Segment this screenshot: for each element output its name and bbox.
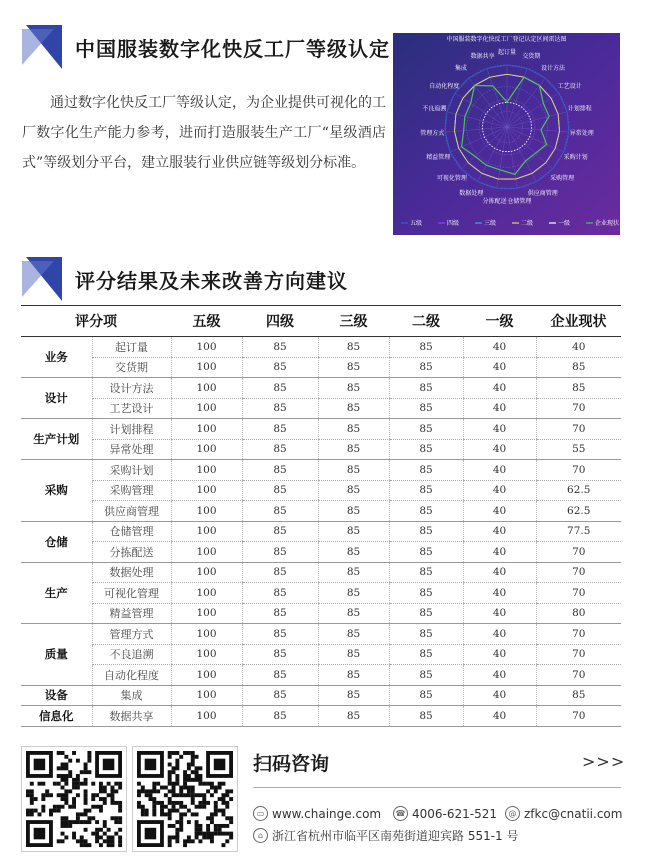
email-line [505, 806, 622, 821]
radar-axis-label: 交货期 [522, 53, 541, 61]
item-cell: 异常处理 [92, 439, 171, 460]
email-link[interactable]: zfkc@cnatii.com [524, 806, 623, 821]
score-cell: 85 [318, 542, 389, 563]
score-cell: 85 [318, 439, 389, 460]
table-row [21, 439, 621, 460]
item-cell: 可视化管理 [92, 583, 171, 604]
table-row [21, 398, 621, 419]
score-cell: 85 [318, 603, 389, 624]
mail-icon: @ [505, 806, 520, 821]
table-row [21, 460, 621, 481]
address-text: 浙江省杭州市临平区南苑街道迎宾路 551-1 号 [272, 829, 519, 843]
qr-code [21, 746, 127, 852]
score-cell: 85 [242, 603, 318, 624]
item-cell: 管理方式 [92, 624, 171, 645]
item-cell: 自动化程度 [92, 665, 171, 686]
table-row [21, 542, 621, 563]
radar-axis-label: 数据处理 [459, 189, 484, 197]
table-row [21, 357, 621, 378]
score-cell: 100 [171, 337, 242, 358]
score-cell: 100 [171, 419, 242, 440]
item-cell: 交货期 [92, 357, 171, 378]
score-cell: 85 [242, 480, 318, 501]
table-row [21, 562, 621, 583]
score-cell: 85 [242, 644, 318, 665]
score-cell: 85 [389, 337, 463, 358]
radar-axis-label: 采购计划 [563, 154, 588, 162]
score-cell: 85 [242, 685, 318, 706]
score-cell: 85 [318, 419, 389, 440]
score-cell: 85 [318, 583, 389, 604]
score-cell: 40 [463, 480, 536, 501]
table-row [21, 419, 621, 440]
score-cell: 85 [389, 460, 463, 481]
score-cell: 40 [463, 542, 536, 563]
score-cell: 85 [389, 665, 463, 686]
score-cell: 70 [536, 419, 621, 440]
score-cell: 70 [536, 398, 621, 419]
score-cell: 85 [242, 501, 318, 522]
score-cell: 100 [171, 562, 242, 583]
qr-code [132, 746, 238, 852]
score-cell: 40 [463, 603, 536, 624]
category-cell: 设计 [21, 378, 92, 419]
score-cell: 85 [318, 521, 389, 542]
table-row [21, 501, 621, 522]
score-cell: 62.5 [536, 480, 621, 501]
score-cell: 85 [389, 521, 463, 542]
section-title-results: 评分结果及未来改善方向建议 [75, 269, 348, 293]
score-cell: 85 [318, 624, 389, 645]
item-cell: 集成 [92, 685, 171, 706]
score-cell: 85 [242, 583, 318, 604]
category-cell: 质量 [21, 624, 92, 686]
score-cell: 40 [463, 501, 536, 522]
category-cell: 生产计划 [21, 419, 92, 460]
score-cell: 100 [171, 603, 242, 624]
score-cell: 85 [318, 480, 389, 501]
category-cell: 生产 [21, 562, 92, 624]
score-cell: 85 [389, 398, 463, 419]
legend-label: 四级 [447, 220, 460, 227]
section-flag-icon [22, 257, 62, 301]
section-flag-icon [22, 25, 62, 69]
score-cell: 100 [171, 644, 242, 665]
score-cell: 77.5 [536, 521, 621, 542]
score-cell: 100 [171, 521, 242, 542]
score-cell: 70 [536, 644, 621, 665]
category-cell: 设备 [21, 685, 92, 706]
score-cell: 100 [171, 439, 242, 460]
score-cell: 70 [536, 624, 621, 645]
score-cell: 85 [536, 685, 621, 706]
score-cell: 40 [463, 337, 536, 358]
score-table [21, 305, 621, 727]
score-cell: 70 [536, 460, 621, 481]
item-cell: 分拣配送 [92, 542, 171, 563]
category-cell: 业务 [21, 337, 92, 378]
category-cell: 采购 [21, 460, 92, 522]
score-cell: 85 [318, 501, 389, 522]
score-cell: 85 [536, 378, 621, 399]
score-cell: 100 [171, 480, 242, 501]
item-cell: 采购计划 [92, 460, 171, 481]
score-cell: 40 [463, 583, 536, 604]
score-cell: 85 [389, 562, 463, 583]
item-cell: 仓储管理 [92, 521, 171, 542]
radar-axis-label: 不良追溯 [422, 105, 447, 113]
score-cell: 85 [242, 419, 318, 440]
header-current: 企业现状 [536, 306, 621, 337]
phone-number[interactable]: 4006-621-521 [412, 806, 498, 821]
category-cell: 信息化 [21, 706, 92, 727]
divider [253, 787, 621, 788]
score-cell: 85 [389, 685, 463, 706]
score-cell: 85 [318, 357, 389, 378]
legend-label: 三级 [484, 220, 497, 227]
intro-paragraph: 通过数字化快反工厂等级认定，为企业提供可视化的工厂数字化生产能力参考，进而打造服装生产工厂“星级酒店式”等级划分平台，建立服装行业供应链等级划分标准。 [22, 95, 386, 171]
score-cell: 100 [171, 357, 242, 378]
header-level-4: 四级 [242, 306, 318, 337]
table-row [21, 603, 621, 624]
score-cell: 85 [389, 583, 463, 604]
table-row [21, 685, 621, 706]
legend-label: 一级 [558, 220, 571, 227]
score-cell: 40 [463, 562, 536, 583]
score-cell: 40 [463, 624, 536, 645]
score-cell: 80 [536, 603, 621, 624]
score-cell: 100 [171, 542, 242, 563]
score-cell: 85 [242, 521, 318, 542]
table-row [21, 624, 621, 645]
table-row [21, 583, 621, 604]
score-cell: 100 [171, 624, 242, 645]
score-cell: 85 [389, 480, 463, 501]
score-cell: 85 [389, 419, 463, 440]
score-cell: 85 [242, 378, 318, 399]
score-cell: 85 [318, 665, 389, 686]
score-cell: 85 [389, 542, 463, 563]
contact-title: 扫码咨询 [253, 753, 330, 775]
location-icon: ⌂ [253, 828, 268, 843]
score-cell: 85 [318, 460, 389, 481]
score-cell: 85 [242, 337, 318, 358]
score-cell: 85 [389, 501, 463, 522]
radar-axis-label: 精益管理 [426, 154, 451, 162]
score-cell: 70 [536, 706, 621, 727]
radar-axis-label: 工艺设计 [557, 82, 582, 90]
radar-axis-label: 数据共享 [470, 53, 495, 61]
score-cell: 40 [463, 665, 536, 686]
website-link[interactable]: www.chainge.com [272, 806, 382, 821]
header-level-5: 五级 [171, 306, 242, 337]
legend-label: 企业现状 [595, 220, 620, 227]
score-cell: 100 [171, 706, 242, 727]
item-cell: 计划排程 [92, 419, 171, 440]
item-cell: 数据处理 [92, 562, 171, 583]
table-row [21, 706, 621, 727]
radar-axis-label: 集成 [454, 64, 467, 72]
radar-axis-label: 自动化程度 [429, 82, 460, 90]
phone-line [393, 806, 497, 821]
score-cell: 100 [171, 460, 242, 481]
score-cell: 85 [389, 439, 463, 460]
score-cell: 85 [389, 624, 463, 645]
radar-axis-label: 采购管理 [550, 174, 575, 182]
table-row [21, 480, 621, 501]
score-cell: 40 [463, 685, 536, 706]
score-cell: 85 [318, 562, 389, 583]
phone-icon: ☎ [393, 806, 408, 821]
score-cell: 85 [389, 603, 463, 624]
score-cell: 40 [536, 337, 621, 358]
score-cell: 100 [171, 398, 242, 419]
item-cell: 数据共享 [92, 706, 171, 727]
score-cell: 85 [389, 357, 463, 378]
score-cell: 100 [171, 378, 242, 399]
item-cell: 采购管理 [92, 480, 171, 501]
score-cell: 85 [318, 706, 389, 727]
score-cell: 85 [389, 706, 463, 727]
table-row [21, 644, 621, 665]
score-cell: 85 [242, 398, 318, 419]
item-cell: 设计方法 [92, 378, 171, 399]
radar-axis-label: 供应商管理 [527, 189, 558, 197]
score-cell: 100 [171, 665, 242, 686]
radar-axis-label: 管理方式 [420, 130, 445, 138]
radar-axis-label: 设计方法 [541, 64, 566, 72]
score-cell: 70 [536, 562, 621, 583]
score-cell: 85 [242, 665, 318, 686]
score-cell: 85 [536, 357, 621, 378]
score-cell: 85 [318, 398, 389, 419]
score-cell: 70 [536, 542, 621, 563]
radar-axis-label: 分拣配送 [482, 197, 507, 205]
score-cell: 100 [171, 583, 242, 604]
score-cell: 40 [463, 398, 536, 419]
section-title-certification: 中国服装数字化快反工厂等级认定 [75, 37, 390, 61]
score-cell: 85 [242, 439, 318, 460]
score-cell: 70 [536, 583, 621, 604]
monitor-icon: ▭ [253, 806, 268, 821]
table-row [21, 665, 621, 686]
score-cell: 55 [536, 439, 621, 460]
radar-axis-label: 计划排程 [567, 105, 592, 113]
radar-axis-label: 可视化管理 [436, 174, 467, 182]
score-cell: 40 [463, 644, 536, 665]
radar-axis-label: 起订量 [497, 49, 517, 56]
arrows-icon: >>> [582, 752, 626, 771]
item-cell: 不良追溯 [92, 644, 171, 665]
score-cell: 100 [171, 685, 242, 706]
score-cell: 40 [463, 419, 536, 440]
score-cell: 40 [463, 378, 536, 399]
score-cell: 85 [242, 460, 318, 481]
legend-label: 五级 [410, 220, 423, 227]
category-cell: 仓储 [21, 521, 92, 562]
header-level-3: 三级 [318, 306, 389, 337]
score-cell: 85 [318, 685, 389, 706]
radar-axis-label: 仓储管理 [507, 197, 532, 205]
score-cell: 100 [171, 501, 242, 522]
score-cell: 85 [242, 357, 318, 378]
score-cell: 85 [318, 337, 389, 358]
score-cell: 85 [389, 644, 463, 665]
table-row [21, 521, 621, 542]
score-cell: 85 [242, 562, 318, 583]
score-cell: 40 [463, 439, 536, 460]
legend-label: 二级 [521, 220, 534, 227]
item-cell: 供应商管理 [92, 501, 171, 522]
item-cell: 起订量 [92, 337, 171, 358]
table-row [21, 337, 621, 358]
table-row [21, 378, 621, 399]
header-level-2: 二级 [389, 306, 463, 337]
radar-chart [393, 33, 620, 235]
website-line [253, 806, 381, 821]
table-header-row [21, 306, 621, 337]
score-cell: 85 [242, 624, 318, 645]
item-cell: 工艺设计 [92, 398, 171, 419]
score-cell: 85 [318, 378, 389, 399]
header-level-1: 一级 [463, 306, 536, 337]
score-cell: 85 [318, 644, 389, 665]
radar-title: 中国服装数字化快反工厂登记认定区间雷达图 [446, 36, 567, 43]
score-cell: 62.5 [536, 501, 621, 522]
score-cell: 70 [536, 665, 621, 686]
score-cell: 85 [242, 542, 318, 563]
header-score-item: 评分项 [21, 306, 171, 337]
score-cell: 40 [463, 460, 536, 481]
score-cell: 85 [242, 706, 318, 727]
score-cell: 85 [389, 378, 463, 399]
score-cell: 40 [463, 521, 536, 542]
score-cell: 40 [463, 357, 536, 378]
score-cell: 40 [463, 706, 536, 727]
radar-axis-label: 异常处理 [569, 130, 594, 138]
item-cell: 精益管理 [92, 603, 171, 624]
address-line [253, 827, 519, 844]
